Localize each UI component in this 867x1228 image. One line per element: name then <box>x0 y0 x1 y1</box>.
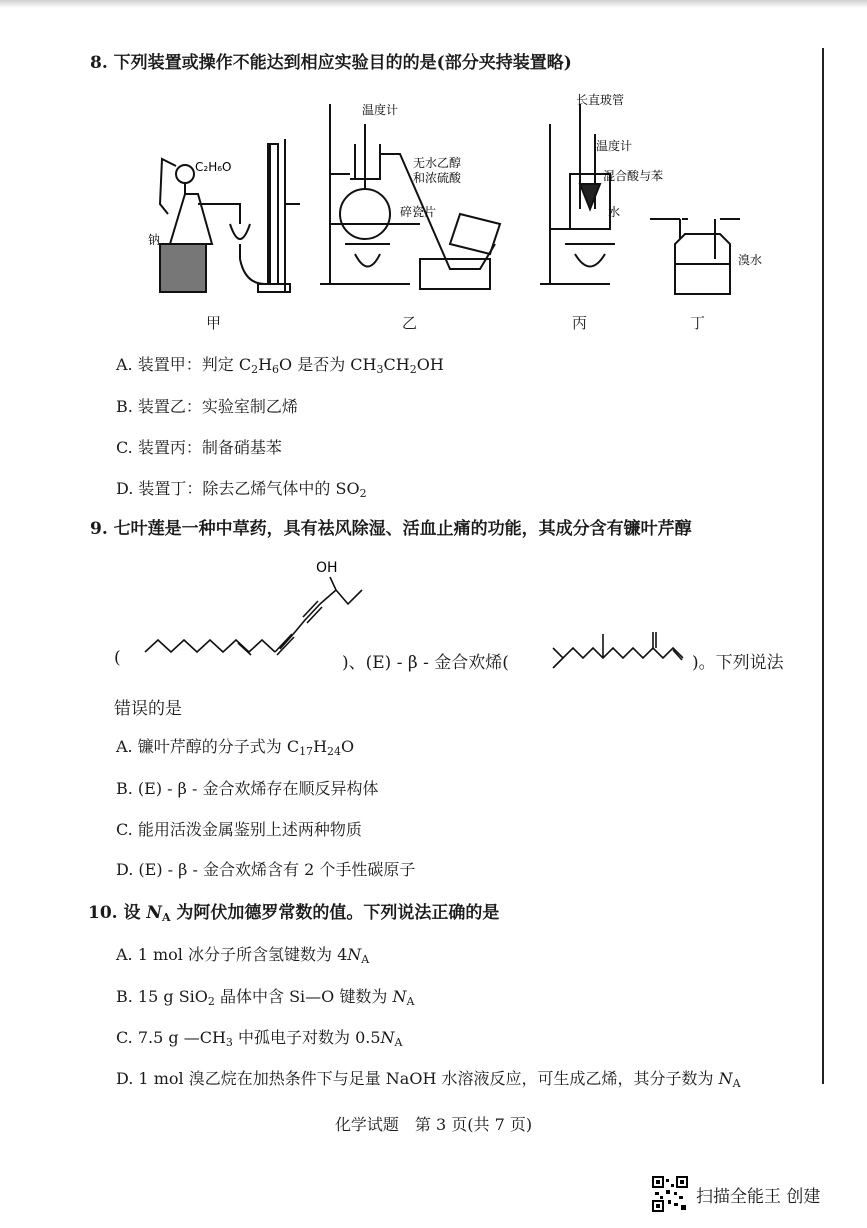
tube <box>240 144 270 284</box>
fig-label-bing: 丙 <box>572 314 588 332</box>
q8-apparatus-figure <box>140 84 780 334</box>
q9-line2-open: ( <box>114 648 121 668</box>
margin-rule <box>822 48 824 1084</box>
oh-label: OH <box>316 560 338 576</box>
q8-option-c: C. 装置丙：制备硝基苯 <box>116 438 282 457</box>
q9-line3: 错误的是 <box>114 699 182 719</box>
q9-line2-end: )。下列说法 <box>692 653 784 673</box>
flask-jia <box>170 194 212 244</box>
water-label: 水 <box>608 205 621 219</box>
scan-edge <box>0 0 867 8</box>
farnesene-structure <box>548 628 690 674</box>
q10-option-b: B. 15 g SiO$_2$ 晶体中含 Si—O 键数为 $N_A$ <box>116 987 415 1008</box>
scanner-text: 扫描全能王 创建 <box>696 1186 821 1207</box>
q8-option-b: B. 装置乙：实验室制乙烯 <box>116 397 298 416</box>
ethanol1-label: 无水乙醇 <box>413 156 462 170</box>
q8-option-d: D. 装置丁：除去乙烯气体中的 $SO_2$ <box>116 479 367 500</box>
q8-stem: 8. 下列装置或操作不能达到相应实验目的的是(部分夹持装置略) <box>90 53 572 73</box>
ethanol2-label: 和浓硫酸 <box>413 171 462 185</box>
q10-option-d: D. 1 mol 溴乙烷在加热条件下与足量 NaOH 水溶液反应，可生成乙烯，其分子数为 $N_A$ <box>116 1069 741 1090</box>
fig-label-yi: 乙 <box>402 314 418 332</box>
porcelain-label: 碎瓷片 <box>400 205 437 219</box>
q9-option-d: D. (E) - β - 金合欢烯含有 2 个手性碳原子 <box>116 860 416 879</box>
q10-stem: 10. 设 $N_A$ 为阿伏加德罗常数的值。下列说法正确的是 <box>88 903 500 924</box>
fig-label-ding: 丁 <box>690 314 706 332</box>
thermo1-label: 温度计 <box>362 103 399 117</box>
dropping-funnel <box>176 165 194 183</box>
q10-option-c: C. 7.5 g $—CH_3$ 中孤电子对数为 $0.5N_A$ <box>116 1028 403 1049</box>
q9-option-a: A. 镰叶芹醇的分子式为 $C_{17}H_{24}O$ <box>116 737 355 758</box>
trough <box>420 259 490 289</box>
q8-option-a: A. 装置甲：判定 $C_2H_6O$ 是否为 $CH_3CH_2OH$ <box>116 355 444 376</box>
q9-stem: 9. 七叶莲是一种中草药，具有祛风除湿、活血止痛的功能，其成分含有镰叶芹醇 <box>90 519 692 539</box>
falcarinol-structure <box>140 552 370 662</box>
block <box>160 244 206 292</box>
qr-code-icon <box>652 1176 688 1212</box>
page-footer: 化学试题 第 3 页(共 7 页) <box>334 1115 533 1134</box>
q9-option-c: C. 能用活泼金属鉴别上述两种物质 <box>116 820 362 839</box>
q9-line2-mid: )、(E) - β - 金合欢烯( <box>342 653 509 673</box>
na-label: 钠 <box>148 233 161 247</box>
long-tube-label: 长直玻管 <box>576 93 625 107</box>
fig-label-jia: 甲 <box>206 314 222 332</box>
mix-label: 混合酸与苯 <box>603 169 664 183</box>
thermo2-label: 温度计 <box>596 139 633 153</box>
q10-option-a: A. 1 mol 冰分子所含氢键数为 $4N_A$ <box>116 945 370 966</box>
bromine-label: 溴水 <box>738 253 763 267</box>
c2h6o-label: C₂H₆O <box>195 160 232 174</box>
q9-option-b: B. (E) - β - 金合欢烯存在顺反异构体 <box>116 779 379 798</box>
bulb <box>230 224 250 239</box>
scanner-watermark <box>652 1176 820 1212</box>
